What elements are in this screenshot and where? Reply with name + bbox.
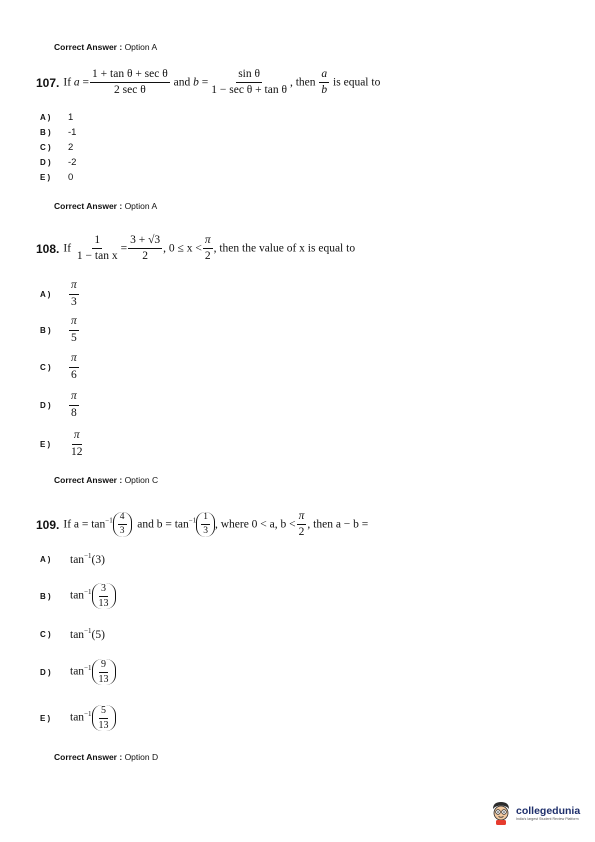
inverse-superscript: −1 [105, 516, 113, 525]
fraction-numerator: 3 [99, 583, 108, 597]
paren [92, 583, 116, 609]
fraction-denominator: b [321, 84, 328, 97]
options-108 [40, 276, 86, 464]
option-label: A ) [40, 554, 51, 564]
paren-b [196, 512, 215, 537]
fraction-denominator: 6 [71, 368, 77, 381]
option-c[interactable] [40, 348, 86, 386]
fraction-denominator: 2 [204, 250, 211, 263]
fraction-numerator: 4 [118, 512, 127, 525]
question-text: If a = $\frac{\text{1 + tan θ + sec θ}}{\text{2 sec θ}}$ and b = $\frac{\text{sin θ}}{\text{1 − sec θ + tan θ}}$ , then $\frac{a}{b}$ is equal to [63, 68, 381, 97]
stem-word: If [63, 76, 72, 89]
option-expression [70, 552, 105, 566]
inverse-superscript: −1 [84, 587, 92, 596]
stem-word: is equal to [333, 76, 381, 89]
fraction-numerator: 1 + tan θ + sec θ [90, 68, 170, 83]
paren [92, 659, 116, 685]
fraction-denominator: 2 [142, 250, 148, 263]
option-d[interactable] [40, 648, 116, 696]
fraction-a [90, 68, 170, 97]
fraction-denominator: 1 − tan x [76, 250, 118, 263]
fraction-a [118, 512, 127, 537]
answer-value: Option D [124, 752, 159, 762]
option-expression [70, 627, 105, 641]
fraction-numerator: 3 + √3 [128, 234, 162, 249]
option-c[interactable] [40, 620, 116, 648]
option-e[interactable] [40, 424, 86, 464]
option-d[interactable] [40, 386, 86, 424]
stem-word: , then [289, 76, 316, 89]
option-fraction [69, 390, 79, 419]
option-fraction [69, 315, 79, 344]
option-value: 2 [68, 142, 74, 153]
option-label: D ) [40, 667, 51, 677]
answer-label: Correct Answer : [54, 201, 123, 211]
fraction [97, 705, 111, 731]
fraction-left [75, 234, 120, 263]
option-b[interactable] [40, 125, 76, 140]
fraction-denominator: 13 [98, 673, 109, 685]
fraction-numerator: π [69, 390, 79, 405]
fraction-denominator: 8 [71, 406, 77, 419]
stem-word: and b = tan [137, 518, 189, 531]
fraction-b [201, 512, 210, 537]
mascot-icon [489, 800, 513, 826]
option-label: A ) [40, 113, 51, 122]
inverse-superscript: −1 [84, 709, 92, 718]
option-d[interactable] [40, 155, 76, 170]
question-text: If $\frac{1}{\text{1 − tan x}}$ = $\frac{3 + √3}{2}$ , 0 ≤ x < $\frac{\pi}{2}$ , then the value of x is equal to [63, 234, 356, 263]
options-109 [40, 546, 116, 740]
option-value: -2 [68, 157, 77, 168]
answer-value: Option A [124, 201, 158, 211]
option-fraction [69, 279, 79, 308]
fraction-denominator: 5 [71, 331, 77, 344]
question-number: 108. [36, 241, 60, 256]
option-label: C ) [40, 629, 51, 639]
fraction [97, 659, 111, 685]
fraction-numerator: a [319, 68, 329, 83]
question-number: 109. [36, 517, 60, 532]
answer-line-106 [54, 42, 157, 52]
logo-tagline: India's largest Student Review Platform [516, 817, 579, 821]
option-label: D ) [40, 158, 51, 167]
option-label: D ) [40, 400, 51, 410]
tan-text: tan [70, 589, 85, 602]
option-a[interactable] [40, 110, 76, 125]
option-value: 0 [68, 172, 74, 183]
stem-word: , then the value of x is equal to [213, 242, 356, 255]
fraction-denominator: 3 [71, 295, 77, 308]
stem-word: , where 0 < a, b < [214, 518, 296, 531]
stem-word: and [173, 76, 191, 89]
fraction-denominator: 1 − sec θ + tan θ [211, 84, 287, 97]
option-b[interactable] [40, 312, 86, 348]
fraction-b [209, 68, 289, 97]
option-b[interactable] [40, 572, 116, 620]
fraction-denominator: 12 [71, 445, 83, 458]
fraction-denominator: 3 [203, 526, 208, 537]
option-e[interactable] [40, 170, 76, 185]
fraction-pi-over-2 [203, 234, 213, 263]
question-108-stem [36, 234, 355, 263]
collegedunia-logo [489, 800, 580, 826]
option-label: B ) [40, 591, 51, 601]
fraction-numerator: 1 [201, 512, 210, 525]
fraction-numerator: 5 [99, 705, 108, 719]
argument: (3) [91, 553, 105, 566]
inverse-superscript: −1 [84, 552, 92, 561]
inverse-superscript: −1 [84, 663, 92, 672]
answer-value: Option C [124, 475, 159, 485]
option-expression [70, 705, 116, 731]
answer-line-109 [54, 752, 158, 762]
question-number: 107. [36, 75, 60, 90]
fraction [97, 583, 111, 609]
options-107 [40, 110, 76, 185]
tan-text: tan [70, 711, 85, 724]
option-fraction [69, 352, 79, 381]
option-expression [70, 659, 116, 685]
fraction-pi-over-2 [297, 510, 307, 539]
option-label: E ) [40, 173, 51, 182]
fraction-numerator: π [69, 315, 79, 330]
option-value: 1 [68, 112, 74, 123]
fraction-numerator: π [297, 510, 307, 525]
stem-word: , 0 ≤ x < [163, 242, 202, 255]
answer-label: Correct Answer : [54, 475, 123, 485]
fraction-denominator: 13 [98, 719, 109, 731]
option-label: E ) [40, 713, 51, 723]
tan-text: tan [70, 628, 85, 641]
answer-label: Correct Answer : [54, 752, 123, 762]
paren-a [113, 512, 132, 537]
option-label: E ) [40, 439, 51, 449]
fraction-ratio [319, 68, 329, 97]
fraction-numerator: π [72, 429, 82, 444]
fraction-numerator: sin θ [236, 68, 262, 83]
stem-word: , then a − b = [307, 518, 369, 531]
fraction-numerator: 1 [92, 234, 102, 249]
option-label: A ) [40, 289, 51, 299]
argument: (5) [91, 628, 105, 641]
answer-label: Correct Answer : [54, 42, 123, 52]
option-e[interactable] [40, 696, 116, 740]
option-label: C ) [40, 143, 51, 152]
fraction-denominator: 3 [119, 526, 125, 537]
fraction-denominator: 2 sec θ [114, 84, 146, 97]
fraction-right [128, 234, 162, 263]
tan-text: tan [70, 665, 85, 678]
fraction-denominator: 13 [98, 597, 109, 609]
option-a[interactable] [40, 546, 116, 572]
option-label: C ) [40, 362, 51, 372]
fraction-numerator: π [69, 279, 79, 294]
inverse-superscript: −1 [188, 516, 197, 525]
fraction-numerator: π [203, 234, 213, 249]
question-109-stem [36, 510, 368, 539]
option-value: -1 [68, 127, 77, 138]
logo-wordmark: collegedunia [516, 805, 581, 817]
option-expression [70, 583, 116, 609]
answer-line-108 [54, 475, 158, 485]
tan-text: tan [70, 553, 85, 566]
option-label: B ) [40, 325, 51, 335]
stem-word: If [63, 242, 72, 255]
option-fraction [69, 429, 85, 458]
fraction-numerator: 9 [99, 659, 108, 673]
question-text [63, 510, 368, 539]
stem-word: If a = tan [63, 518, 106, 531]
option-c[interactable] [40, 140, 76, 155]
paren [92, 705, 116, 731]
fraction-numerator: π [69, 352, 79, 367]
option-label: B ) [40, 128, 51, 137]
option-a[interactable] [40, 276, 86, 312]
answer-value: Option A [124, 42, 158, 52]
fraction-denominator: 2 [298, 526, 305, 539]
question-107-stem [36, 68, 380, 97]
inverse-superscript: −1 [84, 627, 92, 636]
answer-line-107 [54, 201, 157, 211]
